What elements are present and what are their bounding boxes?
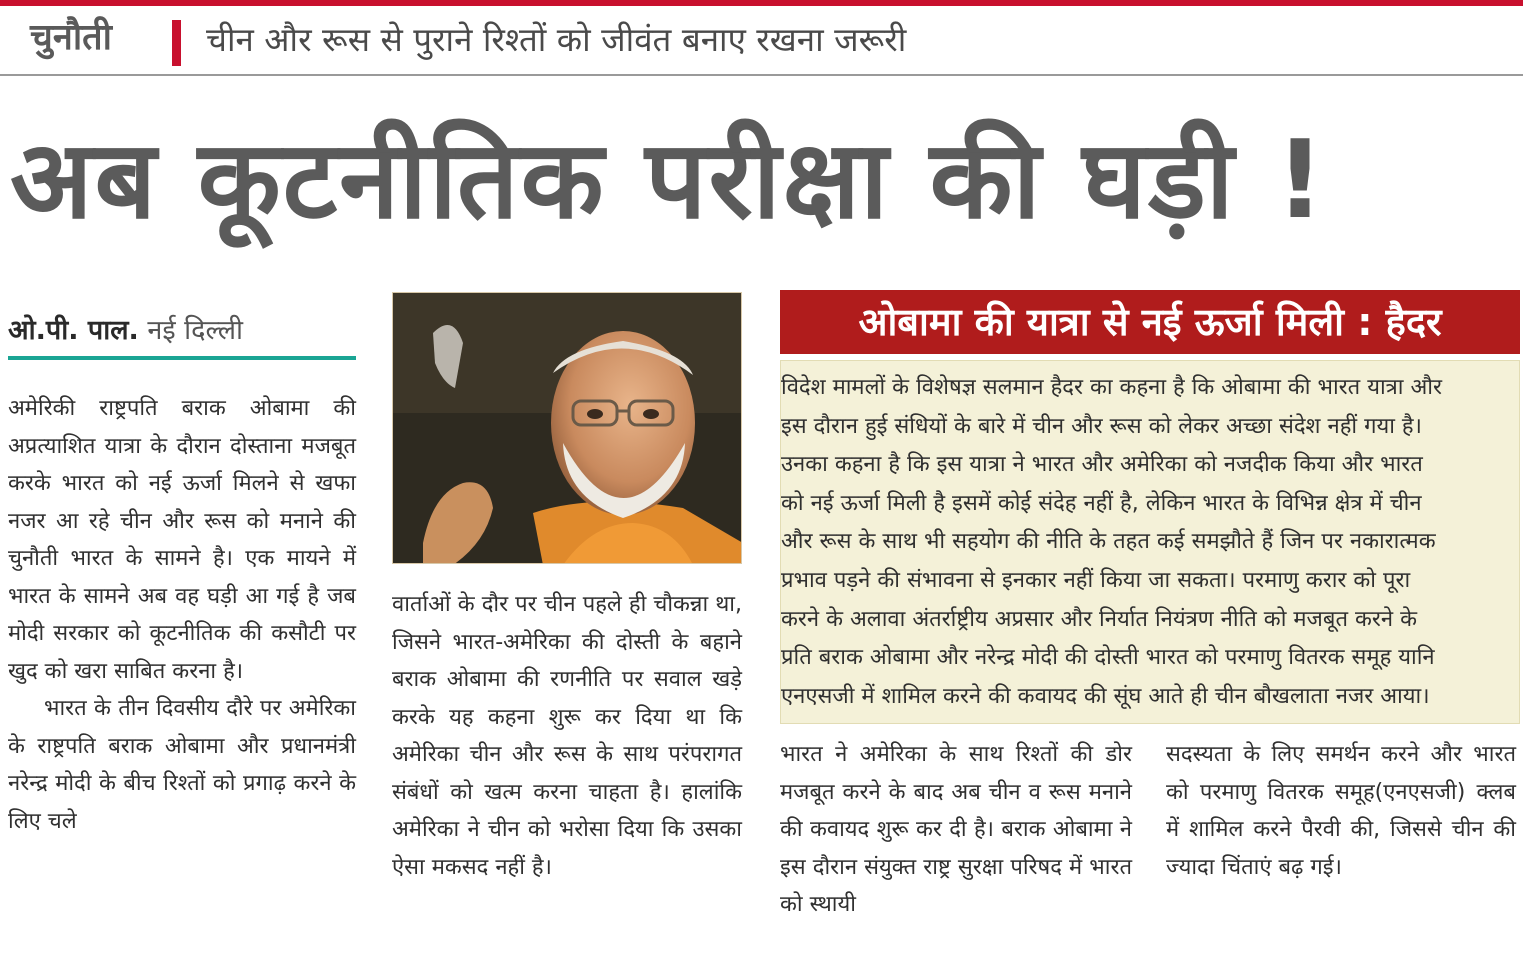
sidebar-title: ओबामा की यात्रा से नई ऊर्जा मिली : हैदर bbox=[780, 290, 1520, 354]
article-paragraph: सदस्यता के लिए समर्थन करने और भारत को परमाणु वितरक समूह(एनएसजी) क्लब में शामिल करने पैरवी की, जिससे चीन की ज्यादा चिंताएं बढ़ गई। bbox=[1166, 742, 1516, 880]
portrait-photo bbox=[392, 292, 742, 564]
sidebar-line: प्रति बराक ओबामा और नरेन्द्र मोदी की दोस्ती भारत को परमाणु वितरक समूह यानि bbox=[781, 645, 1435, 671]
kicker-row bbox=[0, 6, 1523, 72]
article-paragraph: वार्ताओं के दौर पर चीन पहले ही चौकन्ना था, जिसने भारत-अमेरिका की दोस्ती के बहाने बराक ओबामा की रणनीति पर सवाल खड़े करके यह कहना शुरू कर दिया था कि अमेरिका चीन और रूस के साथ परंपरागत संबंधों को खत्म करना चाहता है। हालांकि अमेरिका ने चीन को भरोसा दिया कि उसका ऐसा मकसद नहीं है। bbox=[392, 592, 742, 880]
kicker-rule bbox=[0, 74, 1523, 76]
article-column-2 bbox=[392, 586, 742, 886]
article-column-4 bbox=[1166, 736, 1516, 886]
byline-place: नई दिल्ली bbox=[147, 315, 243, 346]
sidebar-line: उनका कहना है कि इस यात्रा ने भारत और अमेरिका को नजदीक किया और भारत bbox=[781, 452, 1423, 478]
sidebar-quote-box bbox=[780, 360, 1520, 724]
article-paragraph: भारत के तीन दिवसीय दौरे पर अमेरिका के राष्ट्रपति बराक ओबामा और प्रधानमंत्री नरेन्द्र मोदी के बीच रिश्तों को प्रगाढ़ करने के लिए चले bbox=[8, 696, 356, 834]
kicker-text: चीन और रूस से पुराने रिश्तों को जीवंत बनाए रखना जरूरी bbox=[206, 20, 907, 59]
sidebar-line: प्रभाव पड़ने की संभावना से इनकार नहीं किया जा सकता। परमाणु करार को पूरा bbox=[781, 567, 1411, 593]
byline bbox=[8, 312, 243, 350]
sidebar-line: को नई ऊर्जा मिली है इसमें कोई संदेह नहीं है, लेकिन भारत के विभिन्न क्षेत्र में चीन bbox=[781, 490, 1422, 516]
sidebar-line: इस दौरान हुई संधियों के बारे में चीन और रूस को लेकर अच्छा संदेश नहीं गया है। bbox=[781, 413, 1422, 439]
sidebar-line: करने के अलावा अंतर्राष्ट्रीय अप्रसार और निर्यात नियंत्रण नीति को मजबूत करने के bbox=[781, 606, 1417, 632]
sidebar-line: विदेश मामलों के विशेषज्ञ सलमान हैदर का कहना है कि ओबामा की भारत यात्रा और bbox=[781, 375, 1442, 400]
byline-rule bbox=[8, 356, 356, 360]
headline: अब कूटनीतिक परीक्षा की घड़ी ! bbox=[10, 118, 1327, 243]
article-paragraph: भारत ने अमेरिका के साथ रिश्तों की डोर मजबूत करने के बाद अब चीन व रूस मनाने की कवायद शुरू कर दी है। बराक ओबामा ने इस दौरान संयुक्त राष्ट्र सुरक्षा परिषद में भारत को स्थायी bbox=[780, 742, 1132, 917]
article-column-3 bbox=[780, 736, 1132, 924]
sidebar-line: और रूस के साथ भी सहयोग की नीति के तहत कई समझौते हैं जिन पर नकारात्मक bbox=[781, 529, 1436, 555]
article-column-1 bbox=[8, 390, 356, 840]
article-paragraph: अमेरिकी राष्ट्रपति बराक ओबामा की अप्रत्याशित यात्रा के दौरान दोस्ताना मजबूत करके भारत को नई ऊर्जा मिलने से खफा नजर आ रहे चीन और रूस को मनाने की चुनौती भारत के सामने है। एक मायने में भारत के सामने अब वह घड़ी आ गई है जब मोदी सरकार को कूटनीतिक की कसौटी पर खुद को खरा साबित करना है। bbox=[8, 396, 356, 684]
byline-name: ओ.पी. पाल. bbox=[8, 315, 139, 346]
sidebar-line: एनएसजी में शामिल करने की कवायद की सूंघ आते ही चीन बौखलाता नजर आया। bbox=[781, 683, 1430, 709]
portrait-illustration bbox=[393, 293, 742, 564]
kicker-divider bbox=[172, 20, 181, 66]
kicker-word: चुनौती bbox=[30, 17, 113, 58]
